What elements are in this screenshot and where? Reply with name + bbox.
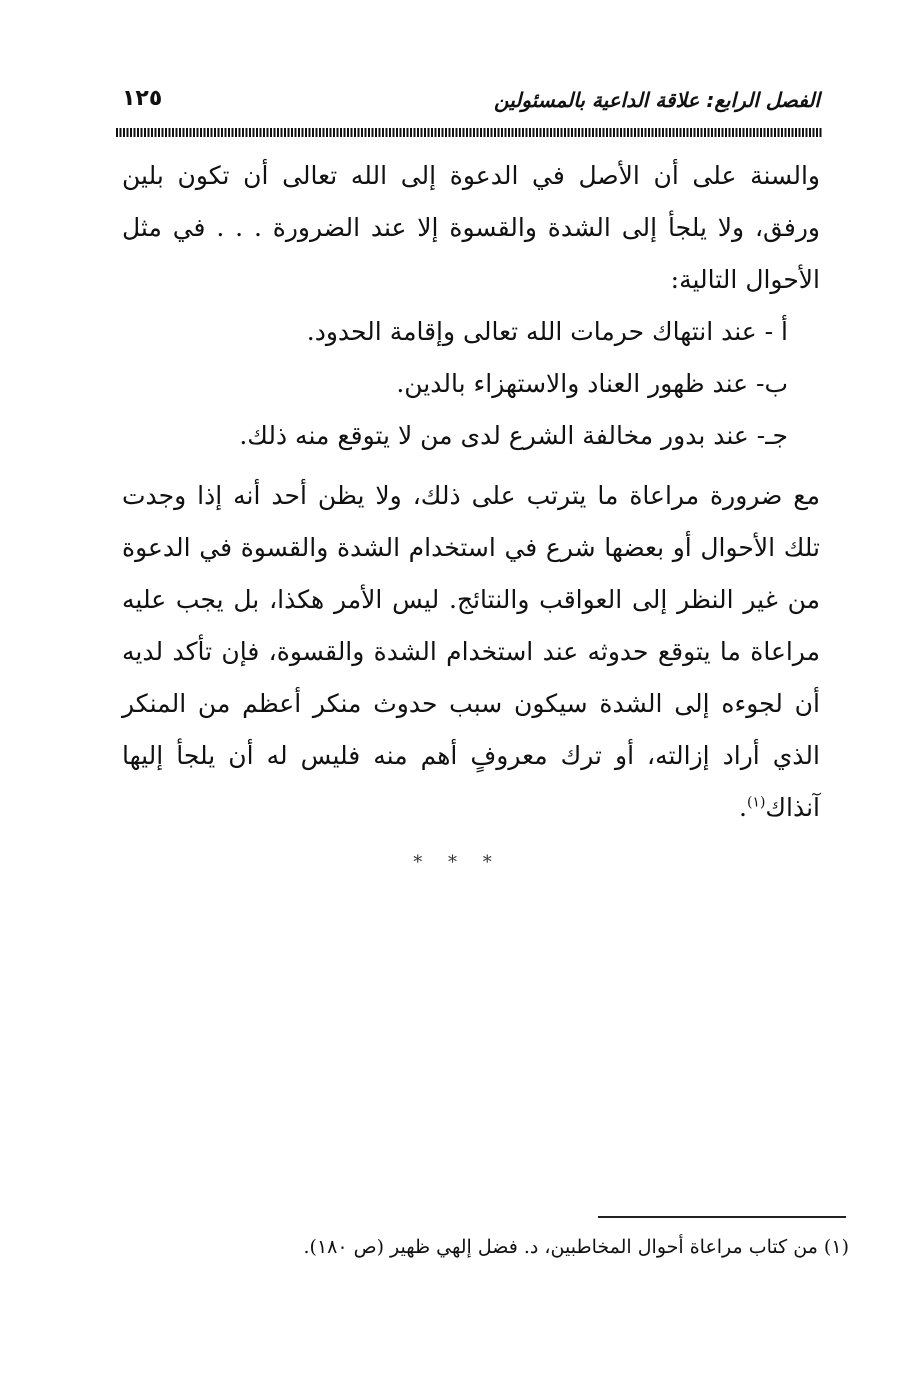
intro-paragraph: والسنة على أن الأصل في الدعوة إلى الله تعالى أن تكون بلين ورفق، ولا يلجأ إلى الشدة والقسوة إلا عند الضرورة . . . في مثل الأحوال التالية: xyxy=(122,161,820,294)
page-number: ١٢٥ xyxy=(122,86,163,111)
list-item: ب- عند ظهور العناد والاستهزاء بالدين. xyxy=(396,369,788,398)
list-item: أ - عند انتهاك حرمات الله تعالى وإقامة الحدود. xyxy=(306,317,788,346)
cases-list xyxy=(122,306,820,462)
list-item: جـ- عند بدور مخالفة الشرع لدى من لا يتوقع منه ذلك. xyxy=(239,421,788,450)
footnote: (١) من كتاب مراعاة أحوال المخاطبين، د. فضل إلهي ظهير (ص ١٨٠). xyxy=(303,1236,849,1258)
footnote-reference: (١) xyxy=(746,794,766,811)
running-header xyxy=(118,82,820,122)
closing-paragraph xyxy=(122,470,820,834)
header-rule xyxy=(116,128,822,137)
main-text xyxy=(122,150,820,834)
footnote-rule xyxy=(598,1216,846,1218)
closing-period: . xyxy=(739,793,747,822)
closing-text: مع ضرورة مراعاة ما يترتب على ذلك، ولا يظن أحد أنه إذا وجدت تلك الأحوال أو بعضها شرع في استخدام الشدة والقسوة في الدعوة من غير النظر إلى العواقب والنتائج. ليس الأمر هكذا، بل يجب عليه مراعاة ما يتوقع حدوثه عند استخدام الشدة والقسوة، فإن تأكد لديه أن لجوءه إلى الشدة سيكون سبب حدوث منكر أعظم من المنكر الذي أراد إزالته، أو ترك معروفٍ أهم منه فليس له أن يلجأ إليها آنذاك xyxy=(122,481,820,822)
section-separator: * * * xyxy=(413,852,502,873)
chapter-title: الفصل الرابع: علاقة الداعية بالمسئولين xyxy=(494,88,820,112)
